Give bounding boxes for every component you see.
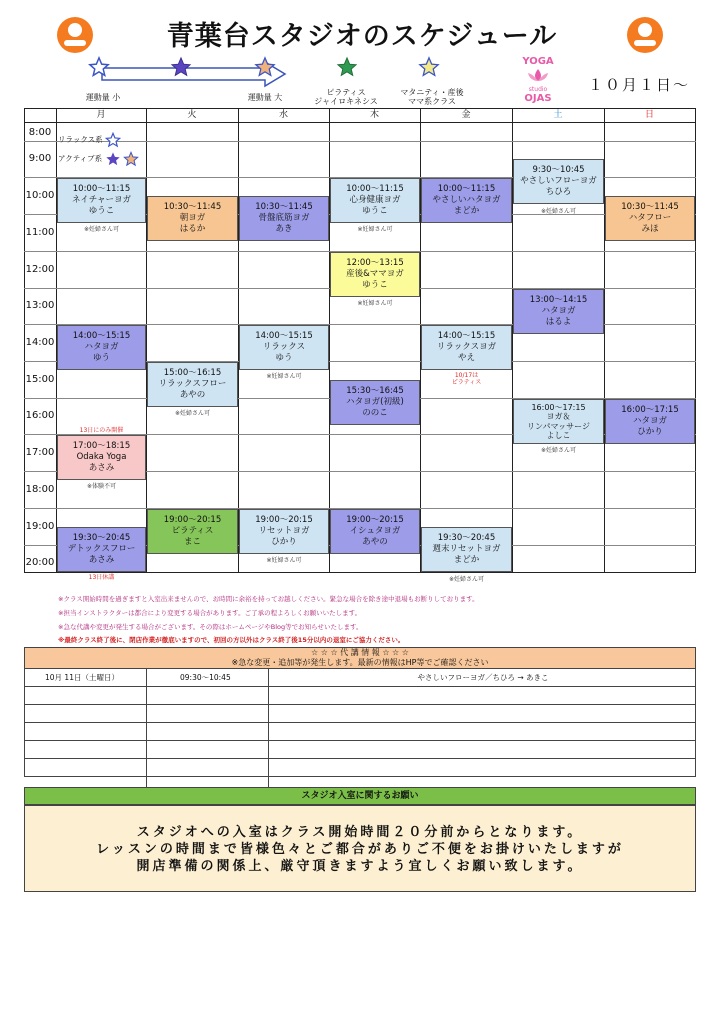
star-green-icon — [336, 56, 358, 82]
time-label: 16:00 — [25, 410, 55, 421]
class-block-thu-3[interactable]: 15:30〜16:45 ハタヨガ(初級) ののこ — [330, 380, 420, 425]
class-block-thu-1[interactable]: 10:00〜11:15 心身健康ヨガ ゆうこ — [330, 178, 420, 223]
time-label: 20:00 — [25, 557, 55, 568]
substitute-row — [24, 759, 696, 777]
class-note: ※妊婦さん可 — [540, 447, 577, 454]
footnote: ※最終クラス終了後に、閉店作業が徹底いますので、初回の方以外はクラス終了後15分以内の退室にご協力ください。 — [58, 636, 405, 644]
class-block-sun-2[interactable]: 16:00〜17:15 ハタヨガ ひかり — [605, 399, 695, 444]
intensity-high-label: 運動量 大 — [247, 93, 283, 102]
footnote: ※クラス開始時間を過ぎますと入室出来ませんので、お時間に余裕を持ってお越しください。緊急な場合を除き途中退場もお断りしております。 — [58, 595, 479, 603]
time-label: 15:00 — [25, 374, 55, 385]
class-block-sat-2[interactable]: 13:00〜14:15 ハタヨガ はるよ — [513, 289, 604, 334]
footnote: ※担当インストラクターは都合により変更する場合があります。ご了承の程よろしくお願いいたします。 — [58, 609, 362, 617]
class-note: ※体験不可 — [86, 483, 117, 490]
legend-maternity: マタニティ・産後 ママ系クラス — [400, 88, 464, 106]
class-block-sun-1[interactable]: 10:30〜11:45 ハタフロー みほ — [605, 196, 695, 241]
substitute-row — [24, 705, 696, 723]
legend-relax: リラックス系 — [58, 132, 121, 148]
class-block-tue-1[interactable]: 10:30〜11:45 朝ヨガ はるか — [147, 196, 238, 241]
class-pre-note: 13日にのみ開催 — [79, 427, 124, 434]
time-label: 19:00 — [25, 521, 55, 532]
class-note: ※妊婦さん可 — [174, 410, 211, 417]
intensity-low-label: 運動量 小 — [85, 93, 121, 102]
class-note: ※妊婦さん可 — [448, 576, 485, 583]
day-header-fri: 金 — [461, 110, 471, 120]
class-block-wed-2[interactable]: 14:00〜15:15 リラックス ゆう — [239, 325, 329, 370]
time-label: 13:00 — [25, 300, 55, 311]
substitute-header: ☆ ☆ ☆ 代 講 情 報 ☆ ☆ ☆ ※急な変更・追加等が発生します。最新の情報はHP等でご確認ください — [24, 647, 696, 669]
class-note: ※妊婦さん可 — [266, 373, 302, 380]
class-block-tue-3[interactable]: 19:00〜20:15 ピラティス まこ — [147, 509, 238, 554]
class-block-wed-3[interactable]: 19:00〜20:15 リセットヨガ ひかり — [239, 509, 329, 554]
class-block-sat-1[interactable]: 9:30〜10:45 やさしいフローヨガ ちひろ — [513, 159, 604, 204]
class-note: ※妊婦さん可 — [357, 226, 393, 233]
class-block-mon-4[interactable]: 19:30〜20:45 デトックスフロー あさみ — [57, 527, 146, 572]
substitute-row — [24, 741, 696, 759]
class-block-fri-2[interactable]: 14:00〜15:15 リラックスヨガ やえ — [421, 325, 512, 370]
schedule-start-date: １０月１日〜 — [588, 76, 691, 94]
entry-heading: スタジオ入室に関するお願い — [24, 787, 696, 805]
class-block-fri-1[interactable]: 10:00〜11:15 やさしいハタヨガ まどか — [421, 178, 512, 223]
day-header-tue: 火 — [187, 110, 197, 120]
time-label: 17:00 — [25, 447, 55, 458]
time-label: 14:00 — [25, 337, 55, 348]
class-note: ※妊婦さん可 — [357, 300, 393, 307]
class-block-tue-2[interactable]: 15:00〜16:15 リラックスフロー あやの — [147, 362, 238, 407]
time-label: 12:00 — [25, 264, 55, 275]
studio-logo: YOGA studio OJAS — [522, 56, 554, 104]
page-title: 青葉台スタジオのスケジュール — [166, 21, 558, 52]
star-blue-icon — [88, 56, 110, 82]
star-purple-icon — [170, 56, 192, 82]
day-header-thu: 木 — [369, 110, 379, 120]
class-note: ※妊婦さん可 — [266, 557, 302, 564]
class-block-thu-2[interactable]: 12:00〜13:15 産後&ママヨガ ゆうこ — [330, 252, 420, 297]
class-block-sat-3[interactable]: 16:00〜17:15 ヨガ＆ リンパマッサージ よしこ — [513, 399, 604, 444]
day-header-mon: 月 — [96, 110, 106, 120]
star-orange-icon — [254, 56, 276, 82]
substitute-row: 10月 11日（土曜日） 09:30〜10:45 やさしいフローヨガ／ちひろ → あきこ — [24, 669, 696, 687]
substitute-row — [24, 687, 696, 705]
class-block-thu-4[interactable]: 19:00〜20:15 イシュタヨガ あやの — [330, 509, 420, 554]
legend-pilates: ピラティス ジャイロキネシス — [314, 88, 378, 106]
time-label: 18:00 — [25, 484, 55, 495]
entry-notice: スタジオへの入室はクラス開始時間２０分前からとなります。 レッスンの時間まで皆様色々とご都合がありご不便をお掛けいたしますが 開店準備の関係上、厳守頂きますよう宜しくお願い致します。 — [24, 805, 696, 892]
class-note: ※妊婦さん可 — [540, 208, 577, 215]
class-block-wed-1[interactable]: 10:30〜11:45 骨盤底筋ヨガ あき — [239, 196, 329, 241]
day-header-wed: 水 — [278, 110, 288, 120]
time-label: 11:00 — [25, 227, 55, 238]
star-yellow-icon — [418, 56, 440, 82]
time-label: 10:00 — [25, 190, 55, 201]
day-header-sat: 土 — [553, 110, 563, 120]
class-block-mon-1[interactable]: 10:00〜11:15 ネイチャーヨガ ゆうこ — [57, 178, 146, 223]
time-label: 8:00 — [28, 127, 52, 138]
legend-active: アクティブ系 — [58, 151, 139, 167]
footnote: ※急な代講や変更が発生する場合がございます。その際はホームページやBlog等でお知らせいたします。 — [58, 623, 363, 631]
class-note: ※妊婦さん可 — [83, 226, 120, 233]
substitute-row — [24, 723, 696, 741]
day-header-sun: 日 — [644, 110, 654, 120]
class-note: 13日休講 — [88, 574, 115, 581]
class-note: 10/17は ピラティス — [451, 372, 482, 386]
time-label: 9:00 — [28, 153, 52, 164]
class-block-mon-3[interactable]: 17:00〜18:15 Odaka Yoga あさみ — [57, 435, 146, 480]
class-block-fri-3[interactable]: 19:30〜20:45 週末リセットヨガ まどか — [421, 527, 512, 572]
class-block-mon-2[interactable]: 14:00〜15:15 ハタヨガ ゆう — [57, 325, 146, 370]
